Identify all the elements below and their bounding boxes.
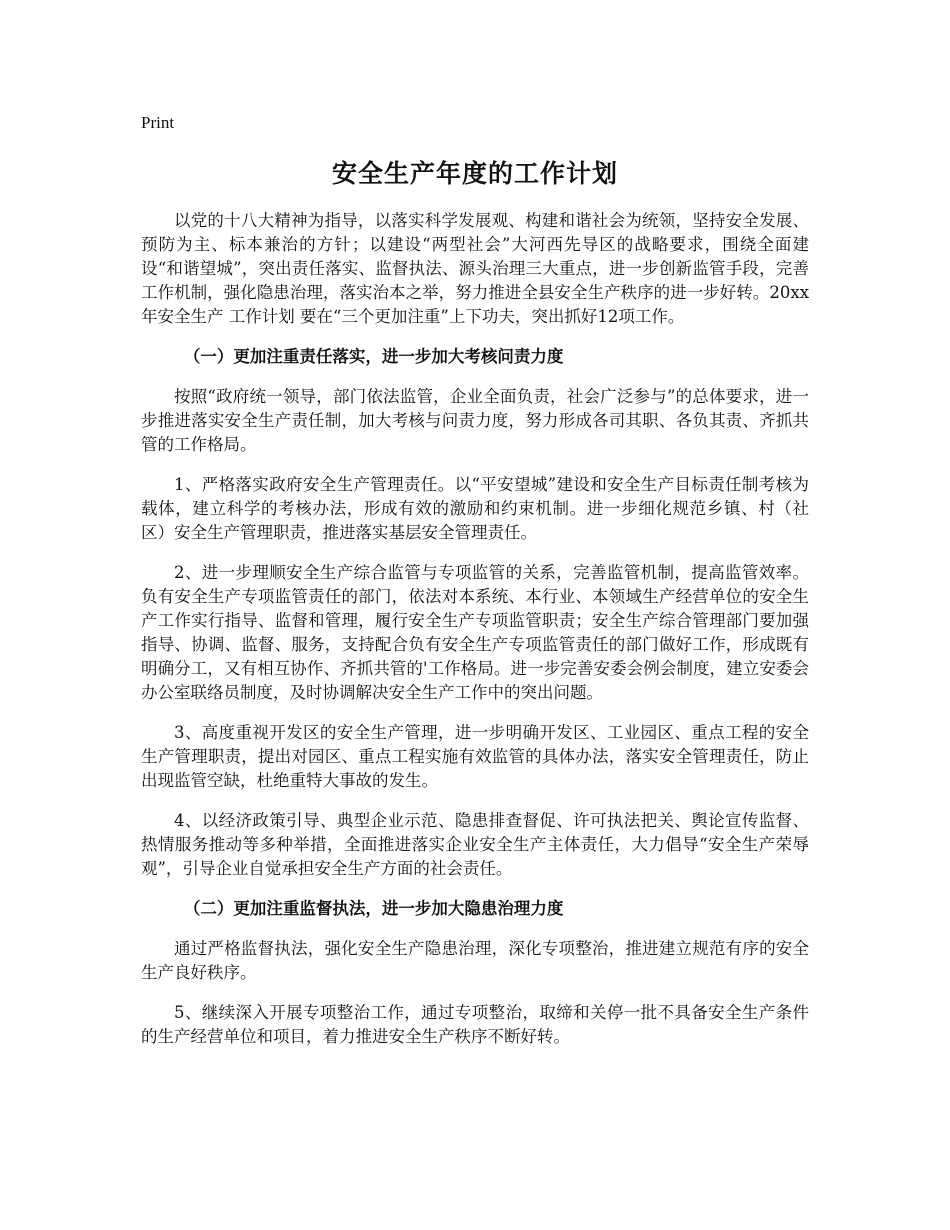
- print-label: Print: [141, 113, 175, 132]
- item-1-paragraph: 1、严格落实政府安全生产管理责任。以“平安望城”建设和安全生产目标责任制考核为载体，建立科学的考核办法，形成有效的激励和约束机制。进一步细化规范乡镇、村（社区）安全生产管理职责，推进落实基层安全管理责任。: [141, 475, 809, 542]
- section-1-intro-paragraph: 按照“政府统一领导，部门依法监管，企业全面负责，社会广泛参与”的总体要求，进一步推进落实安全生产责任制，加大考核与问责力度，努力形成各司其职、各负其责、齐抓共管的工作格局。: [141, 387, 809, 454]
- section-2-intro-paragraph: 通过严格监督执法，强化安全生产隐患治理，深化专项整治，推进建立规范有序的安全生产良好秩序。: [141, 939, 809, 982]
- item-4-paragraph: 4、以经济政策引导、典型企业示范、隐患排查督促、许可执法把关、舆论宣传监督、热情服务推动等多种举措，全面推进落实企业安全生产主体责任，大力倡导“安全生产荣辱观”，引导企业自觉承担安全生产方面的社会责任。: [141, 811, 809, 878]
- document-title: 安全生产年度的工作计划: [331, 159, 618, 188]
- section-heading-2: （二）更加注重监督执法，进一步加大隐患治理力度: [183, 899, 564, 918]
- item-5-paragraph: 5、继续深入开展专项整治工作，通过专项整治，取缔和关停一批不具备安全生产条件的生产经营单位和项目，着力推进安全生产秩序不断好转。: [141, 1003, 809, 1046]
- intro-paragraph: 以党的十八大精神为指导，以落实科学发展观、构建和谐社会为统领，坚持安全发展、预防为主、标本兼治的方针；以建设“两型社会”大河西先导区的战略要求，围绕全面建设“和谐望城”，突出责任落实、监督执法、源头治理三大重点，进一步创新监管手段，完善工作机制，强化隐患治理，落实治本之举，努力推进全县安全生产秩序的进一步好转。20xx年安全生产 工作计划 要在“三个更加注重”上下功夫，突出抓好12项工作。: [141, 211, 809, 326]
- item-2-paragraph: 2、进一步理顺安全生产综合监管与专项监管的关系，完善监管机制，提高监管效率。负有安全生产专项监管责任的部门，依法对本系统、本行业、本领域生产经营单位的安全生产工作实行指导、监督和管理，履行安全生产专项监管职责；安全生产综合管理部门要加强指导、协调、监督、服务，支持配合负有安全生产专项监管责任的部门做好工作，形成既有明确分工，又有相互协作、齐抓共管的'工作格局。进一步完善安委会例会制度，建立安委会办公室联络员制度，及时协调解决安全生产工作中的突出问题。: [141, 563, 809, 702]
- item-3-paragraph: 3、高度重视开发区的安全生产管理，进一步明确开发区、工业园区、重点工程的安全生产管理职责，提出对园区、重点工程实施有效监管的具体办法，落实安全管理责任，防止出现监管空缺，杜绝重特大事故的发生。: [141, 723, 809, 790]
- section-heading-1: （一）更加注重责任落实，进一步加大考核问责力度: [183, 347, 564, 366]
- document-body: [141, 209, 809, 1065]
